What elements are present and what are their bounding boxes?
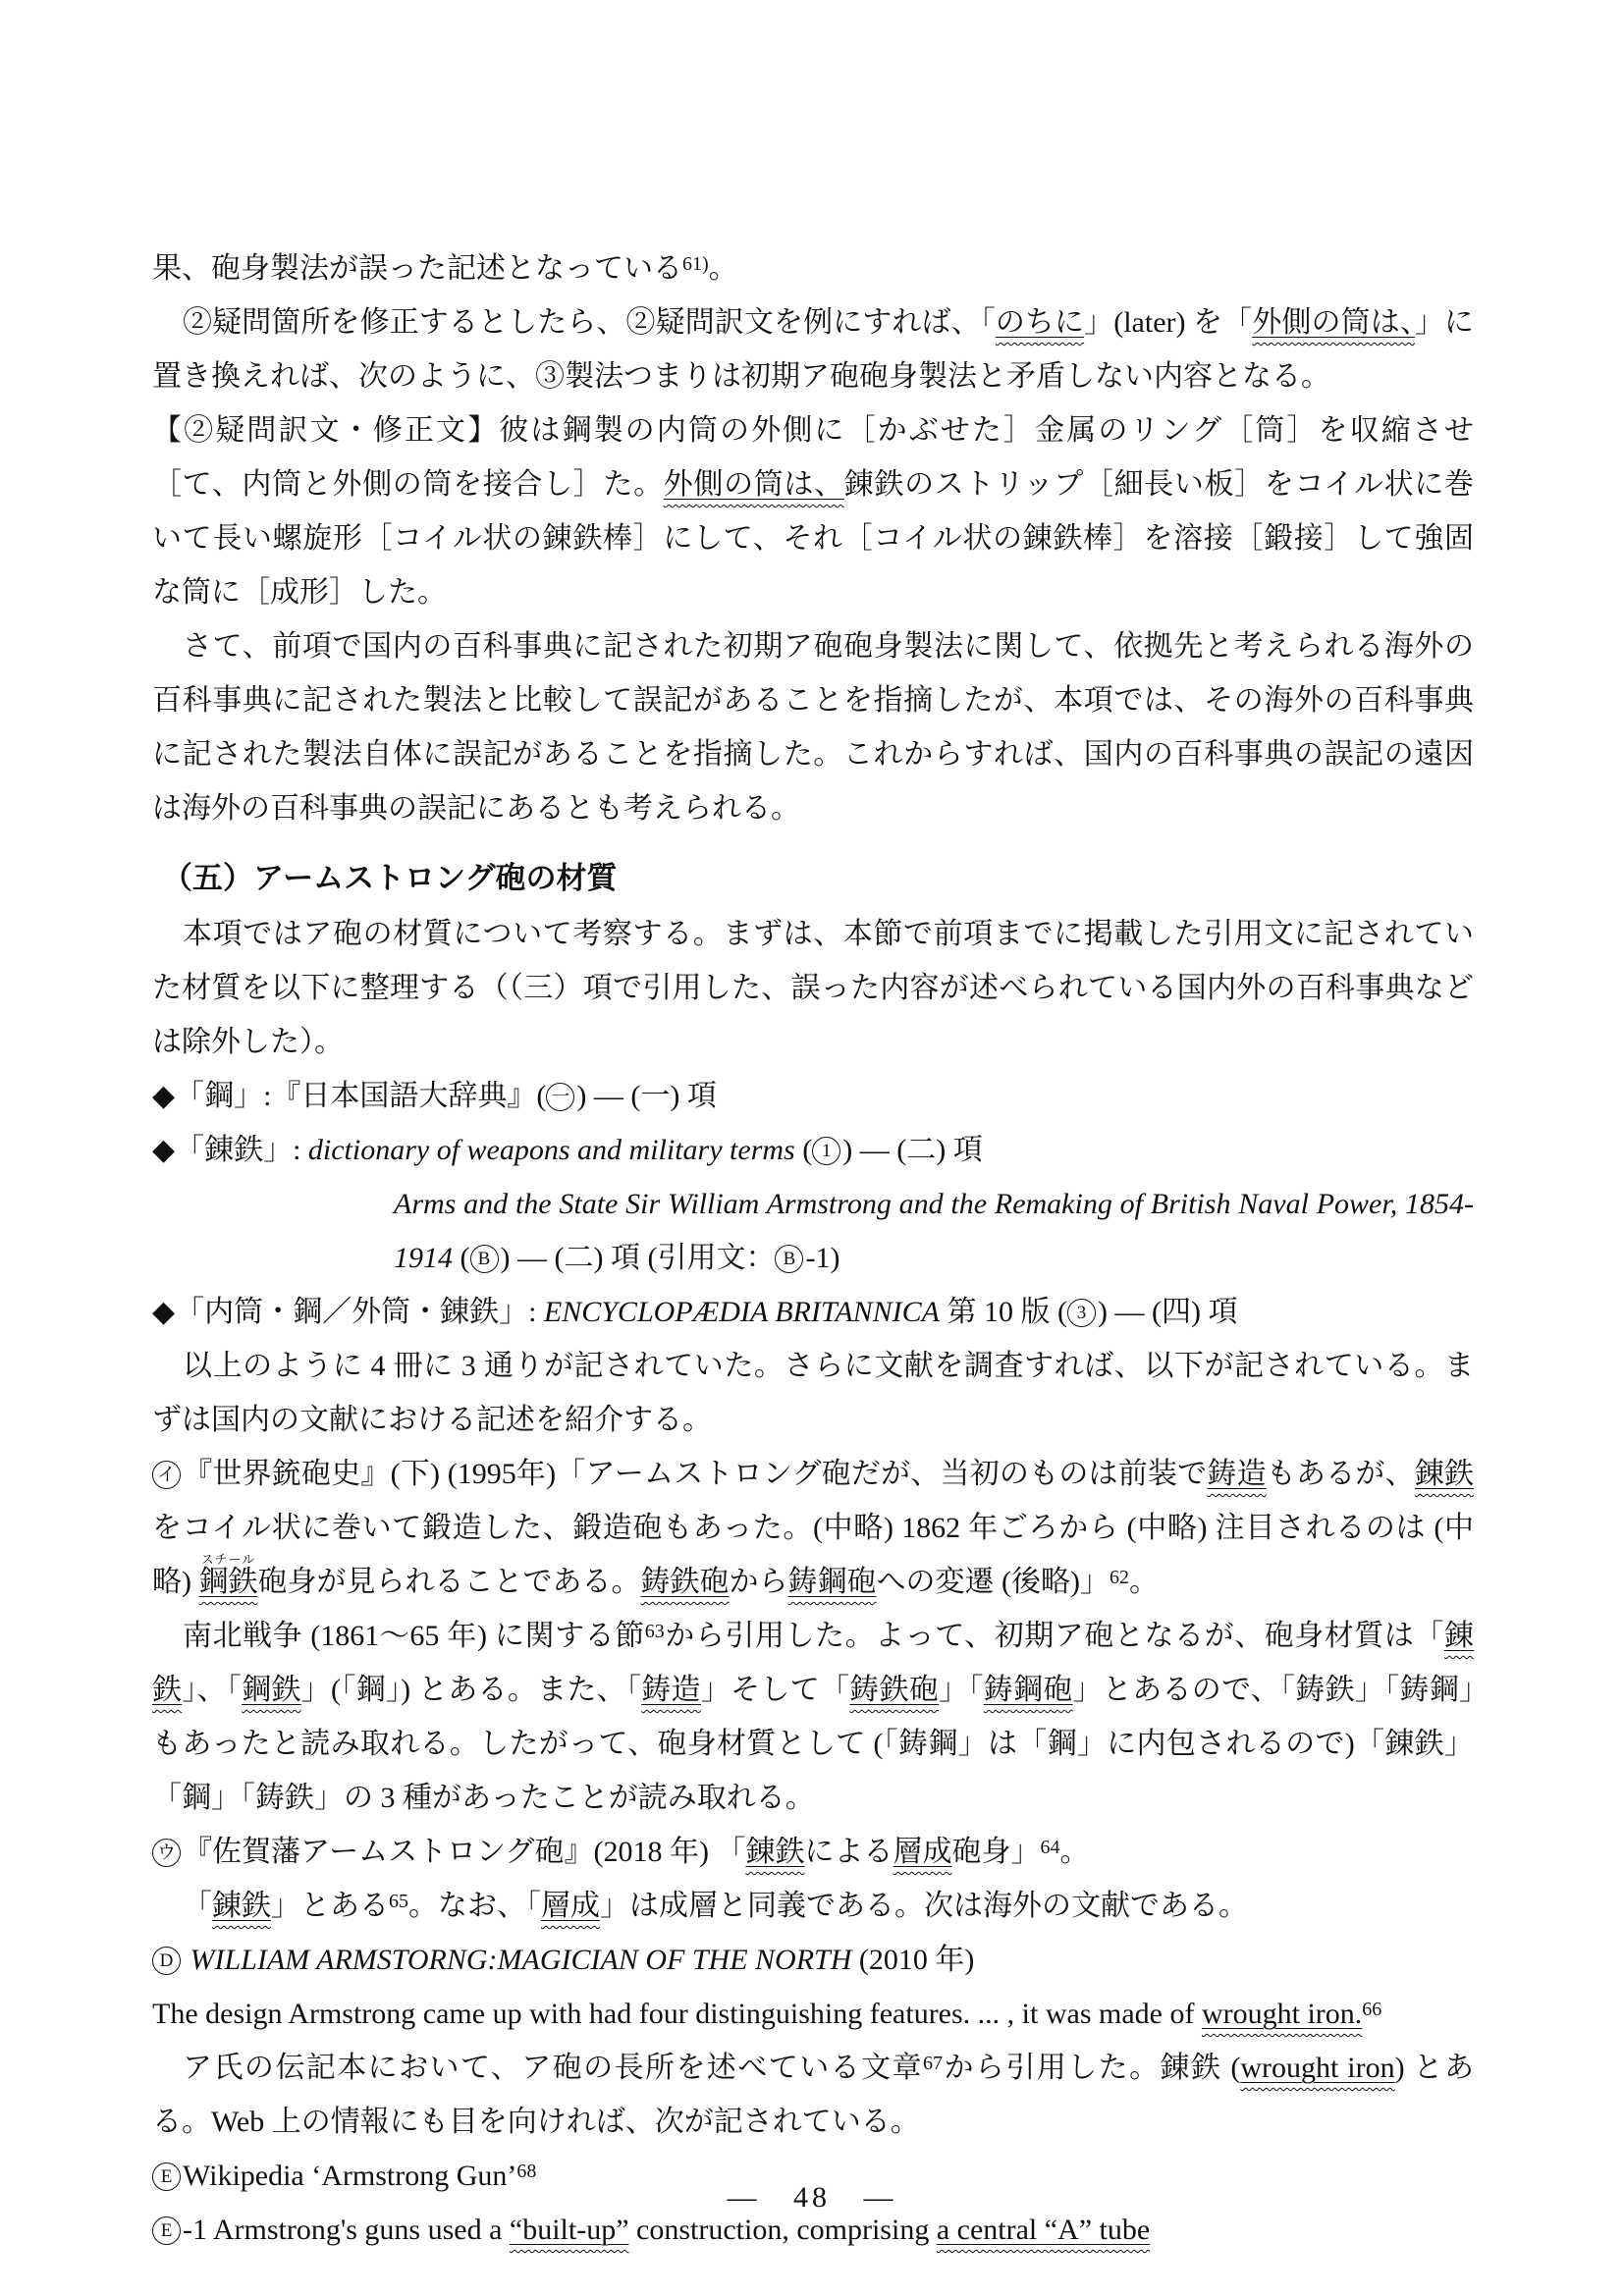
text-run: 果、砲身製法が誤った記述となっている [152, 252, 682, 285]
text-run: The design Armstrong came up with had four distinguishing features. ... , it was made of [152, 1998, 1202, 2030]
emphasized-text: 鋳鋼砲 [787, 1566, 877, 1598]
text-run: 」、「 [182, 1674, 243, 1706]
text-run: 砲身」 [951, 1836, 1041, 1868]
footnote-ref: 66 [1362, 1999, 1382, 2020]
text-run: 。 [1128, 1566, 1159, 1598]
emphasized-text: 錬鉄 [212, 1890, 271, 1922]
text-run: 」(later) を「 [1084, 306, 1253, 339]
text-run: 。 [1059, 1836, 1090, 1868]
emphasized-text: 外側の筒は、 [1252, 306, 1415, 339]
text-run: 錬鉄のストリップ［細長い板］をコイル状に巻いて長い螺旋形［コイル状の錬鉄棒］にして、それ［コイル状の錬鉄棒］を溶接［鍛接］して強固な筒に［成形］した。 [152, 468, 1475, 609]
circled-mark: B [470, 1245, 499, 1273]
text-run: 『佐賀藩アームストロング砲』(2018 年) 「 [183, 1836, 746, 1868]
footnote-ref: 68 [516, 2161, 537, 2182]
text-run: ア氏の伝記本において、ア砲の長所を述べている文章 [183, 2052, 923, 2084]
text-run: ◆「鋼」:『日本国語大辞典』( [152, 1080, 547, 1112]
emphasized-text: 鋳鉄砲 [849, 1674, 940, 1706]
emphasized-text: 錬鉄 [152, 1620, 1474, 1706]
text-run: ◆「錬鉄」: [152, 1134, 308, 1166]
text-run: もあるが、 [1266, 1458, 1415, 1490]
emphasized-text: のちに [995, 306, 1085, 339]
text-run: 」とある [271, 1890, 389, 1922]
emphasized-text: 鋳鉄砲 [640, 1566, 730, 1598]
emphasized-text: 鋳造 [641, 1674, 701, 1706]
footnote-ref: 62 [1109, 1567, 1129, 1588]
bullet-item-naito-gaito [152, 1285, 1474, 1339]
footnote-ref: 63 [644, 1621, 665, 1642]
paragraph-magician-quote [152, 1987, 1474, 2041]
footnote-ref: 64 [1040, 1837, 1060, 1858]
paragraph-magician-title [152, 1933, 1474, 1987]
emphasized-text: wrought iron [1240, 2052, 1395, 2084]
text-run: Wikipedia ‘Armstrong Gun’ [183, 2160, 517, 2192]
circled-mark: E [152, 2216, 181, 2245]
text-run: から引用した。錬鉄 ( [943, 2052, 1241, 2084]
text-run: への変遷 (後略)」 [876, 1566, 1110, 1598]
paragraph-correction-intro [152, 295, 1474, 403]
emphasized-text: a central “A” tube [936, 2214, 1151, 2246]
paragraph-biography-note [152, 2041, 1474, 2149]
section-heading-five [162, 851, 1474, 905]
circled-mark: ウ [152, 1839, 181, 1867]
emphasized-text: 錬鉄 [745, 1836, 805, 1868]
text-run: 」「 [939, 1674, 984, 1706]
bullet-item-hagane [152, 1069, 1474, 1123]
text-run: 『世界銃砲史』(下) (1995年)「アームストロング砲だが、当初のものは前装で [183, 1458, 1208, 1490]
text-run: 【②疑問訳文・修正文】彼は鋼製の内筒の外側に［かぶせた］金属のリング［筒］を収縮させ［て、内筒と外側の筒を接合し］た。 [152, 414, 1474, 501]
text-run: 南北戦争 (1861〜65 年) に関する節 [183, 1620, 645, 1652]
text-run: -1) [805, 1242, 840, 1274]
text-run: 。 [708, 252, 738, 285]
emphasized-text: 鋳鋼砲 [983, 1674, 1073, 1706]
circled-mark: 3 [1067, 1299, 1096, 1327]
emphasized-text: 鋳造 [1207, 1458, 1267, 1490]
footnote-ref: 61) [682, 253, 709, 275]
emphasized-text: 層成 [893, 1836, 952, 1868]
paragraph-summary [152, 619, 1474, 835]
text-run: 以上のように 4 冊に 3 通りが記されていた。さらに文献を調査すれば、以下が記されている。まずは国内の文献における記述を紹介する。 [152, 1350, 1474, 1436]
text-run: -1 Armstrong's guns used a [183, 2214, 510, 2246]
paragraph-revised-translation [152, 403, 1474, 619]
text-run: 砲身が見られることである。 [257, 1566, 641, 1598]
text-run: 本項ではア砲の材質について考察する。まずは、本節で前項までに掲載した引用文に記されていた材質を以下に整理する（（三）項で引用した、誤った内容が述べられている国内外の百科事典などは除外した）。 [152, 918, 1474, 1058]
emphasized-text: “built-up” [509, 2214, 629, 2246]
circled-mark: B [775, 1245, 803, 1273]
circled-mark: イ [152, 1461, 181, 1489]
text-run: ) ― (二) 項 (引用文： [500, 1242, 776, 1274]
text-run: 」(「鋼」) とある。また、「 [300, 1674, 642, 1706]
circled-mark: 一 [546, 1083, 574, 1111]
paragraph-survey [152, 1339, 1474, 1447]
paragraph-conclusion-61 [152, 241, 1474, 295]
text-run: construction, comprising [628, 2214, 937, 2246]
page-number: ― 48 ― [727, 2181, 897, 2214]
paragraph-sagahan [152, 1825, 1474, 1879]
text-run: ) とある。Web 上の情報にも目を向ければ、次が記されている。 [152, 2052, 1474, 2138]
footnote-ref: 65 [389, 1891, 408, 1912]
text-run: 」とあるので、「鋳鉄」「鋳鋼」もあったと読み取れる。したがって、砲身材質として (「鋳鋼」は「鋼」に内包されるので)「錬鉄」「鋼」「鋳鉄」の 3 種があったことが読み取れる。 [152, 1674, 1475, 1814]
text-run: （五）アームストロング砲の材質 [162, 861, 618, 895]
text-run: から [729, 1566, 788, 1598]
text-run: をコイル状に巻いて鍛造した、鍛造砲もあった。(中略) 1862 年ごろから (中略) 注目されるのは (中略) [152, 1512, 1474, 1598]
emphasized-text: 鋼鉄 [242, 1674, 301, 1706]
emphasized-text: 鋼鉄スチール [198, 1552, 258, 1598]
document-body [152, 241, 1474, 2257]
emphasized-text: wrought iron. [1201, 1998, 1363, 2030]
text-run: (2010 年) [851, 1944, 975, 1976]
circled-mark: D [152, 1947, 181, 1975]
emphasized-text: 層成 [541, 1890, 600, 1922]
text-run: 第 10 版 ( [940, 1296, 1068, 1328]
text-run: 。なお、「 [408, 1890, 541, 1922]
text-run: ) ― (一) 項 [576, 1080, 717, 1112]
text-run: ( [453, 1242, 470, 1274]
text-run: から引用した。よって、初期ア砲となるが、砲身材質は「 [664, 1620, 1444, 1652]
text-run: ) ― (四) 項 [1098, 1296, 1238, 1328]
paragraph-sekai-juhoshi [152, 1447, 1474, 1609]
footnote-ref: 67 [923, 2053, 943, 2074]
book-title: WILLIAM ARMSTORNG:MAGICIAN OF THE NORTH [189, 1944, 852, 1976]
emphasized-text: 錬鉄 [1414, 1458, 1475, 1490]
text-run: ) ― (二) 項 [842, 1134, 983, 1166]
text-run [183, 1944, 190, 1976]
book-title: dictionary of weapons and military terms [307, 1134, 795, 1166]
emphasized-text: 外側の筒は、 [663, 468, 844, 501]
text-run: ②疑問箇所を修正するとしたら、②疑問訳文を例にすれば、「 [183, 306, 996, 339]
bullet-item-rentetsu [152, 1123, 1474, 1177]
text-run: さて、前項で国内の百科事典に記された初期ア砲砲身製法に関して、依拠先と考えられる海外の百科事典に記された製法と比較して誤記があることを指摘したが、本項では、その海外の百科事典に記された製法自体に誤記があることを指摘した。これからすれば、国内の百科事典の誤記の遠因は海外の百科事典の誤記にあるとも考えられる。 [152, 630, 1474, 825]
text-run: ◆「内筒・鋼／外筒・錬鉄」: [152, 1296, 544, 1328]
paragraph-section-intro [152, 907, 1474, 1069]
reference-title-arms-and-the-state [394, 1177, 1474, 1285]
text-run: ( [794, 1134, 813, 1166]
circled-mark: E [152, 2163, 181, 2191]
text-run: 「 [183, 1890, 212, 1922]
text-run: 」は成層と同義である。次は海外の文献である。 [600, 1890, 1248, 1922]
text-run: による [804, 1836, 893, 1868]
text-run: 」そして「 [700, 1674, 850, 1706]
ruby-annotation: スチール [198, 1552, 258, 1567]
circled-mark: 1 [812, 1137, 840, 1165]
paragraph-sagahan-note [152, 1879, 1474, 1933]
text-run: 」に置き換えれば、次のように、③製法つまりは初期ア砲砲身製法と矛盾しない内容となる。 [152, 306, 1475, 393]
paragraph-nanboku-senso [152, 1609, 1474, 1825]
book-title: ENCYCLOPÆDIA BRITANNICA [543, 1296, 941, 1328]
book-title: Arms and the State Sir William Armstrong and the Remaking of British Naval Power, 1854-1914 [394, 1188, 1474, 1274]
